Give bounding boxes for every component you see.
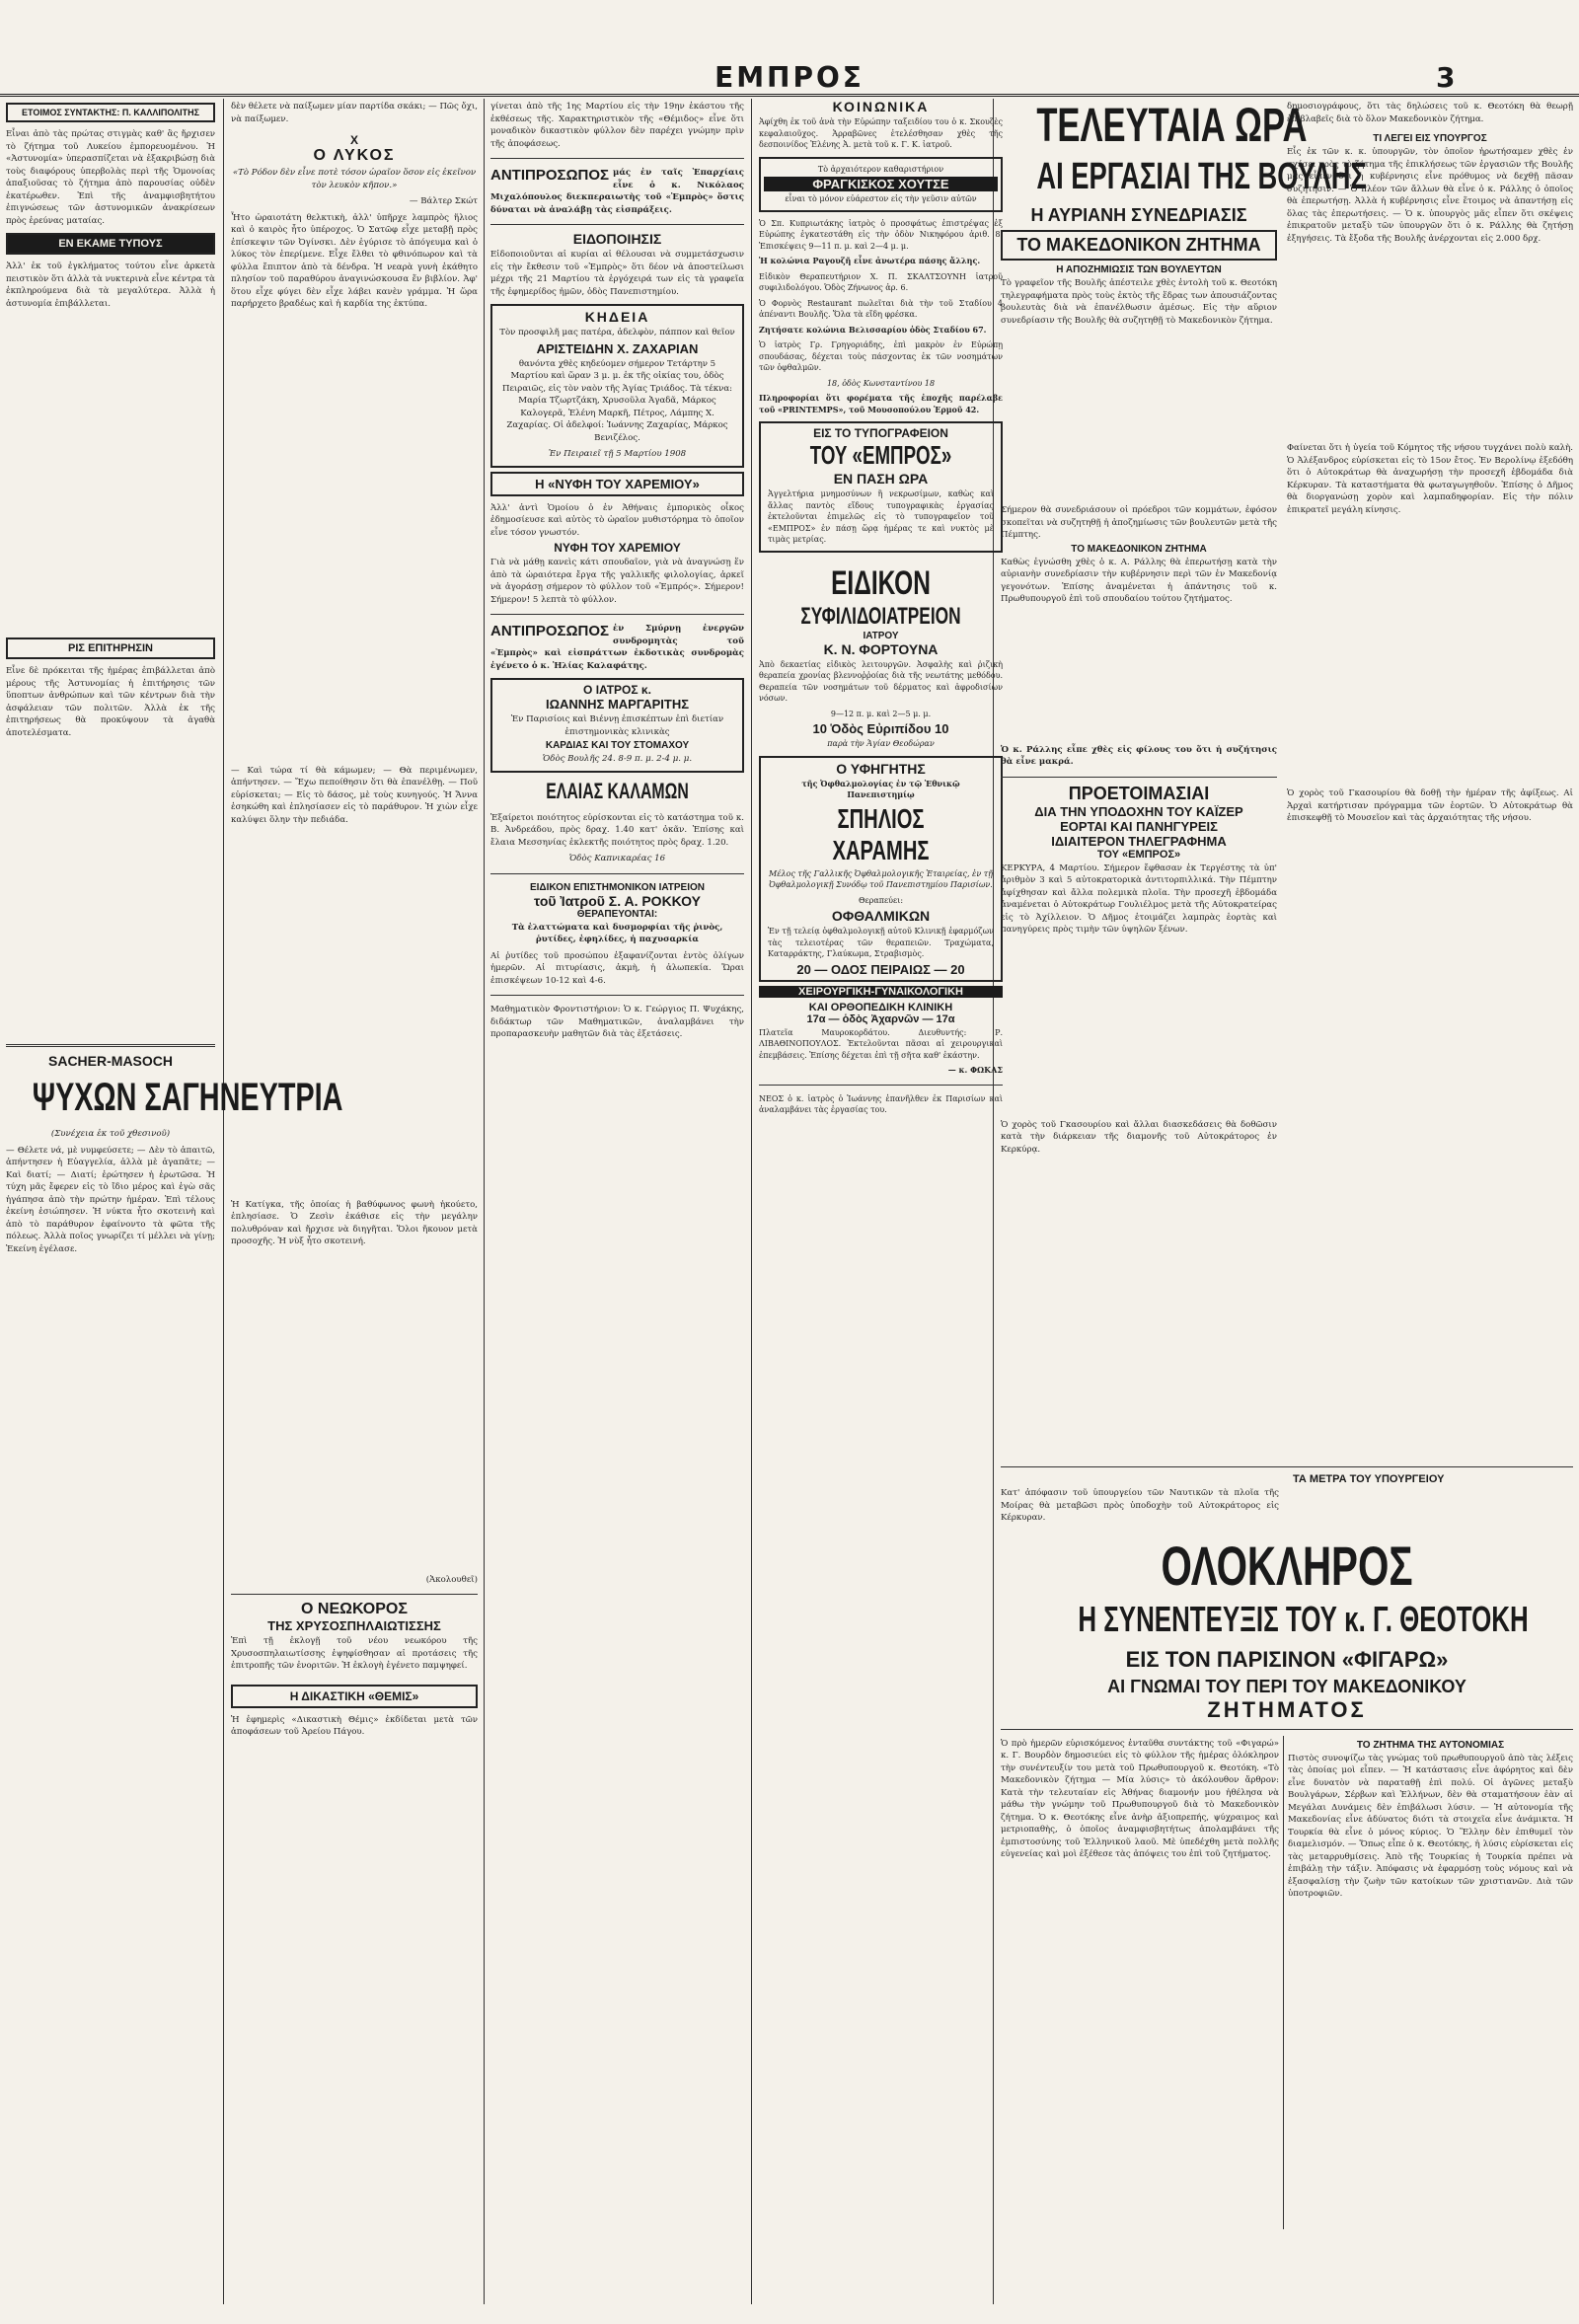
- headline: Η ΣΥΝΕΝΤΕΥΞΙΣ ΤΟΥ κ. Γ. ΘΕΟΤΟΚΗ: [1078, 1598, 1529, 1639]
- divider: [1001, 777, 1277, 778]
- article-text: δημοσιογράφους, ὅτι τὰς δηλώσεις τοῦ κ. Θεοτόκη θὰ θεωρῇ ἐπιβλαβεῖς διὰ τὸ ὅλον Μακεδονικὸν ζήτημα.: [1287, 102, 1573, 124]
- article-title: Η «ΝΥΦΗ ΤΟΥ ΧΑΡΕΜΙΟΥ»: [490, 472, 744, 496]
- article-text: Ὁ κ. Ράλλης εἶπε χθὲς εἰς φίλους του ὅτι ἡ συζήτησις θὰ εἶνε μακρά.: [1001, 744, 1277, 767]
- article-text: Μαθηματικὸν Φροντιστήριον: Ὁ κ. Γεώργιος Π. Ψυχάκης, διδάκτωρ τῶν Μαθηματικῶν, ἀναλαμβάνει τὴν προπαρασκευὴν μαθητῶν διὰ τὰς ἐξετάσεις.: [490, 1005, 744, 1039]
- interview-text: Πιστὸς συνοψίζω τὰς γνώμας τοῦ πρωθυπουργοῦ ἀπὸ τὰς λέξεις τὰς ὁποίας μοὶ εἶπεν. — Ἡ κατάστασις εἶνε ἀφόρητος καὶ δὲν εἶνε δυνατὸν νὰ παραταθῇ ἐπὶ πολύ. Οἱ ἀγῶνες μεταξὺ Βουλγάρων, Σέρβων καὶ Ἑλλήνων, δὲν θὰ σταματήσουν ἐὰν αἱ Μεγάλαι Δυνάμεις δὲν ἐπιβάλωσι λύσιν. — Ἡ αὐτονομία τῆς Μακεδονίας εἶνε ἀδύνατος διότι τὰ στοιχεῖα εἶνε ἀνάμικτα. Ἡ Τουρκία θὰ εἶνε ὁ μόνος κύριος. Ὁ Ἕλλην δὲν ἐπιθυμεῖ τὸν διαμελισμόν. — Ὅπως εἶπε ὁ κ. Θεοτόκης, ἡ λύσις εὑρίσκεται εἰς τὰς μεταρρυθμίσεις. Ἀπὸ τῆς Τουρκίας ἡ Τουρκία πρέπει νὰ ἐπιβάλῃ τὴν τάξιν. Ἀπόφασις νὰ ἐφαρμόσῃ τοὺς νόμους καὶ νὰ ἐξασφαλίσῃ τὴν ζωὴν τῶν κατοίκων τῶν χριστιανῶν. Διὰ τῶν ὑποτροφιῶν.: [1288, 1753, 1573, 1899]
- clinic-sub: ΙΑΤΡΟΥ: [863, 630, 899, 641]
- article-text: Ὁ ἰατρὸς Γρ. Γρηγοριάδης, ἐπὶ μακρὸν ἐν Εὐρώπῃ σπουδάσας, δέχεται τοὺς πάσχοντας ἐκ τῶν νοσημάτων τῶν ὀφθαλμῶν.: [759, 340, 1003, 372]
- column-2: [227, 99, 482, 2304]
- epigraph-author: — Βάλτερ Σκώτ: [409, 196, 478, 206]
- ad-name: ΣΠΗΛΙΟΣ: [837, 802, 925, 834]
- ad-title: Ο ΥΦΗΓΗΤΗΣ: [836, 760, 926, 777]
- story-text: Ἦτο ὡραιοτάτη θελκτικὴ, ἀλλ' ὑπῆρχε λαμπρὸς ἥλιος καὶ ὁ καιρὸς ἦτο ὑπέροχος. Ὁ Σατῶφ εἶχε μεταβῇ πρὸς ἐπίσκεψιν τῶν Ὀγίνσκι. Δὲν ἐγύρισε τὸ ἀπόγευμα καὶ ὁ λύκος τὸν ἐπερίμενε. Εἶχε ἔλθει τὸ φθινόπωρον καὶ τὰ φύλλα ἔπιπτον ἀπὸ τὰ δένδρα. Ἡ νεαρὰ γυνὴ ἐκάθητο πλησίον τοῦ παραθύρου ἀναγινώσκουσα ἕν βιβλίον. Ἀφ' ὅτου εἶχε φύγει δὲν εἶχε λάβει κανὲν γράμμα. Ἡ ὥρα παρήρχετο βραδέως καὶ ἡ καρδία της ἐκτύπα.: [231, 212, 478, 309]
- headline: ΕΟΡΤΑΙ ΚΑΙ ΠΑΝΗΓΥΡΕΙΣ: [1060, 818, 1218, 834]
- chapter-title: Ο ΛΥΚΟΣ: [313, 147, 396, 164]
- headline: ΑΙ ΓΝΩΜΑΙ ΤΟΥ ΠΕΡΙ ΤΟΥ ΜΑΚΕΔΟΝΙΚΟΥ: [1107, 1676, 1466, 1696]
- section-heading: ΤΑ ΜΕΤΡΑ ΤΟΥ ΥΠΟΥΡΓΕΙΟΥ: [1293, 1473, 1445, 1485]
- article-text: Εἶνε δὲ πρόκειται τῆς ἡμέρας ἐπιβάλλεται ἀπὸ μέρους τῆς Ἀστυνομίας ἡ ἐπιτήρησις τῶν ὕποπτων ἀνθρώπων καὶ τῶν κέντρων διὰ τὴν ἀσφάλειαν τῶν πολιτῶν. Ἀλλὰ ἐκ τῆς ἐπιτηρήσεως θὰ προκύψουν τὰ ἀγαθὰ ἀποτελέσματα.: [6, 666, 215, 738]
- article-subtitle: ΝΥΦΗ ΤΟΥ ΧΑΡΕΜΙΟΥ: [554, 541, 681, 555]
- clinic-title: ΕΙΔΙΚΟΝ ΕΠΙΣΤΗΜΟΝΙΚΟΝ ΙΑΤΡΕΙΟΝ: [529, 881, 705, 893]
- article-text: ΚΕΡΚΥΡΑ, 4 Μαρτίου. Σήμερον ἔφθασαν ἐκ Τεργέστης τὰ ὑπ' ἀριθμὸν 3 καὶ 5 αὐτοκρατορικὰ ἀντιτορπιλλικά. Τὴν Πέμπτην ἀφίχθησαν καὶ ἄλλα πολεμικὰ πλοῖα. Τὴν προσεχῆ ἑβδομάδα ἀναμένεται ὁ Αὐτοκράτωρ Γουλιέλμος μετὰ τῆς Αὐτοκρατείρας εἰς τὸ Ἀχίλλειον. Ὁ Δῆμος ἐτοιμάζει λαμπρὰς ἑορτὰς καὶ πανηγύρεις πρὸς τιμὴν τῶν ὑψηλῶν ξένων.: [1001, 862, 1277, 935]
- divider: [759, 1085, 1003, 1086]
- interview-right: [1283, 1736, 1577, 2229]
- article-text: Πληροφορίαι ὅτι φορέματα τῆς ἐποχῆς παρέλαβε τοῦ «PRINTEMPS», τοῦ Μουσοπούλου Ἑρμοῦ 42.: [759, 393, 1003, 414]
- section-heading: ΕΝ ΕΚΑΜΕ ΤΥΠΟΥΣ: [6, 233, 215, 255]
- ad-text: Ἐξαίρετοι ποιότητος εὑρίσκονται εἰς τὸ κατάστημα τοῦ κ. Β. Ἀνδρεάδου, πρὸς δραχ. 1.40 κατ' ὀκᾶν. Ἐπίσης καὶ ἔλαια Μεσσηνίας ἐκλεκτῆς ποιότητος πρὸς δραχ. 1.20.: [490, 812, 744, 848]
- headline: ΔΙΑ ΤΗΝ ΥΠΟΔΟΧΗΝ ΤΟΥ ΚΑΪΖΕΡ: [1034, 803, 1243, 819]
- column-divider: [484, 99, 485, 2304]
- ad-doctor: — κ. ΦΩΚΑΣ: [947, 1065, 1003, 1075]
- article-text: δὲν θέλετε νὰ παίξωμεν μίαν παρτίδα σκάκι; — Πῶς ὄχι, νὰ παίξωμεν.: [231, 102, 478, 124]
- clinic-address-note: παρὰ τὴν Ἁγίαν Θεοδώραν: [827, 739, 935, 748]
- divider: [490, 158, 744, 159]
- article-title: Ο ΝΕΩΚΟΡΟΣ: [301, 1601, 408, 1617]
- funeral-intro: Τὸν προσφιλῆ μας πατέρα, ἀδελφὸν, πάππον καὶ θεῖον: [499, 328, 735, 337]
- story-text: — Καὶ τώρα τί θὰ κάμωμεν; — Θὰ περιμένωμεν, ἀπήντησεν. — Ἔχω πεποίθησιν ὅτι θὰ ἐπανέλθῃ. — Ποῦ εὑρίσκεται; — Εἰς τὸ δάσος, μὲ τοὺς κυνηγούς. Ἡ Ἄννα ἐσηκώθη καὶ ἐπλησίασεν εἰς τὸ παράθυρον. Ἡ χιὼν εἶχε καλύψει ὅλην τὴν πεδιάδα.: [231, 765, 478, 825]
- divider: [490, 224, 744, 225]
- ad-label: ΑΝΤΙΠΡΟΣΩΠΟΣ: [490, 167, 610, 184]
- clinic-hours: 9—12 π. μ. καὶ 2—5 μ. μ.: [830, 709, 932, 718]
- funeral-date: Ἐν Πειραιεῖ τῇ 5 Μαρτίου 1908: [548, 449, 687, 459]
- notice-title: ΕΙΔΟΠΟΙΗΣΙΣ: [572, 231, 662, 247]
- article-text: Ἐπὶ τῇ ἐκλογῇ τοῦ νέου νεωκόρου τῆς Χρυσοσπηλαιωτίσσης ἐψηφίσθησαν αἱ προτάσεις τῆς ἐπιτροπῆς τῶν ἐνοριτῶν. Ἡ ἐκλογὴ ἐγένετο παμψηφεί.: [231, 1636, 478, 1671]
- headline: ΠΡΟΕΤΟΙΜΑΣΙΑΙ: [1068, 783, 1210, 803]
- article-text: ΝΕΟΣ ὁ κ. ἰατρὸς ὁ Ἰωάννης ἐπανῆλθεν ἐκ Παρισίων καὶ ἀναλαμβάνει τὰς ἐργασίας του.: [759, 1093, 1003, 1114]
- article-text: Ἀλλ' ἐκ τοῦ ἐγκλήματος τούτου εἶνε ἀρκετὰ πειστικὸν ὅτι ἀλλὰ τὰ νυκτερινὰ εἶνε κέντρα τὰ ἐκπληρούμενα διὰ τὰ μεγαλύτερα. Ἀλλὰ ἡ ἀστυνομία ἐπιβάλλεται.: [6, 262, 215, 309]
- section-heading: Η ΑΠΟΖΗΜΙΩΣΙΣ ΤΩΝ ΒΟΥΛΕΥΤΩΝ: [1056, 264, 1222, 275]
- article-text: Ἡ κολώνια Ραγουζῆ εἶνε ἀνωτέρα πάσης ἄλλης.: [759, 256, 981, 265]
- clinic-name: τοῦ Ἰατροῦ Σ. Α. ΡΟΚΚΟΥ: [533, 892, 701, 909]
- article-text: Ὁ χορὸς τοῦ Γκασουρίου θὰ δοθῇ τὴν ἡμέραν τῆς ἀφίξεως. Αἱ Ἀρχαὶ κατήρτισαν πρόγραμμα τῶν ἑορτῶν. Ὁ Αὐτοκράτωρ θὰ ἐπισκεφθῇ τὸ Μουσεῖον καὶ τὰς ἀρχαιότητας τῆς νήσου.: [1287, 788, 1573, 823]
- lecturer-ad: [759, 756, 1003, 982]
- section-heading: ΤΟ ΖΗΤΗΜΑ ΤΗΣ ΑΥΤΟΝΟΜΙΑΣ: [1356, 1739, 1505, 1751]
- article-text: Ἀφίχθη ἐκ τοῦ ἀνὰ τὴν Εὐρώπην ταξειδίου του ὁ κ. Σκουζὲς κεφαλαιοῦχος. Ἀρραβῶνες ἐτελέσθησαν χθὲς τῆς δεσποινίδος Ἑλένης Ἀ. μετὰ τοῦ κ. Γ. Κ. ἰατροῦ.: [759, 117, 1003, 149]
- article-text: Φαίνεται ὅτι ἡ ὑγεία τοῦ Κόμητος τῆς νήσου τυγχάνει πολὺ καλὴ. Ὁ Ἀλέξανδρος εὑρίσκεται εἰς τὸ 15ον ἔτος. Ἐν Βερολίνῳ ἐξεδόθη ὅτι ὁ Αὐτοκράτωρ θὰ ἀναχωρήσῃ τὴν προσεχῆ ἑβδομάδα διὰ Κέρκυραν. Τὰ καταστήματα θὰ φωταγωγηθοῦν. Ἐπίσης ὁ Δῆμος θὰ διοργανώσῃ χορὸν καὶ λαμπαδηφορίαν. Εἰς τὴν πόλιν ἐπικρατεῖ μεγάλη κίνησις.: [1287, 443, 1573, 515]
- clinic-list: Τὰ ἐλαττώματα καὶ δυσμορφίαι τῆς ῥινὸς, ῥυτίδες, ἐφηλίδες, ἡ παχυσαρκία: [511, 922, 723, 944]
- serial-title: ΨΥΧΩΝ ΣΑΓΗΝΕΥΤΡΙΑ: [32, 1076, 343, 1119]
- doctor-text: Ἐν Παρισίοις καὶ Βιέννῃ ἐπισκέπτων ἐπὶ διετίαν ἐπιστημονικὰς κλινικὰς: [510, 714, 724, 737]
- headline: ΑΙ ΕΡΓΑΣΙΑΙ ΤΗΣ ΒΟΥΛΗΣ: [1036, 156, 1367, 197]
- article-title: Η ΔΙΚΑΣΤΙΚΗ «ΘΕΜΙΣ»: [231, 1685, 478, 1708]
- clinic-address: 10 Ὁδὸς Εὐριπίδου 10: [812, 721, 949, 736]
- article-text: Ἡ ἐφημερὶς «Δικαστικὴ Θέμις» ἐκδίδεται μετὰ τῶν ἀποφάσεων τοῦ Ἀρείου Πάγου.: [231, 1714, 478, 1737]
- ad-address: Ὁδὸς Καπνικαρέας 16: [568, 854, 666, 863]
- divider: [231, 1594, 478, 1595]
- ad-specialty: ΟΦΘΑΛΜΙΚΩΝ: [831, 908, 931, 924]
- clinic-heading: ΣΥΦΙΛΙΔΟΙΑΤΡΕΙΟΝ: [800, 602, 961, 630]
- article-text: Εἷς ἐκ τῶν κ. κ. ὑπουργῶν, τὸν ὁποῖον ἠρωτήσαμεν χθὲς ἐν σχέσει πρὸς τὸ ζήτημα τῆς ἐπικλήσεως τῶν ἐργασιῶν τῆς Βουλῆς μᾶς εἶπεν ὅτι ἡ κυβέρνησις εἶνε πρόθυμος νὰ δεχθῇ πᾶσαν συζήτησιν. — Ὁ πλέον τῶν ἄλλων θὰ εἶνε ὁ κ. Ράλλης ὁ ὁποῖος θὰ ἐπερωτήσῃ. Ἀλλὰ ἡ κυβέρνησις εἶνε ἕτοιμος νὰ ἀπαντήσῃ εἰς ὅλας τὰς ἐπερωτήσεις. — Ὁ κ. ὑπουργὸς μᾶς εἶπεν ὅτι σκέψεις ἐπικρατοῦν μεταξὺ τῶν ὑπουργῶν ὅτι ὁ κ. Ράλλης θὰ ζητήσῃ ἐξηγήσεις. Τὰ ἔξοδα τῆς Βουλῆς ἀνέρχονται εἰς 2.000 δρχ.: [1287, 147, 1573, 244]
- ad-line: ΕΙΣ ΤΟ ΤΥΠΟΓΡΑΦΕΙΟΝ: [813, 426, 948, 440]
- ad-name: ΦΡΑΓΚΙΣΚΟΣ ΧΟΥΤΣΕ: [764, 177, 998, 191]
- article-text: Καθὼς ἐγνώσθη χθὲς ὁ κ. Α. Ράλλης θὰ ἐπερωτήσῃ κατὰ τὴν αὐριανὴν συνεδρίασιν τὴν κυβέρνησιν περὶ τῶν ἐν Μακεδονίᾳ γεγονότων. Ἐπίσης ἀναμένεται ἡ ἀπάντησις τοῦ κ. Πρωθυπουργοῦ ἐπὶ τοῦ σπουδαίου τούτου ζητήματος.: [1001, 557, 1277, 604]
- doctor-name: ΙΩΑΝΝΗΣ ΜΑΡΓΑΡΙΤΗΣ: [545, 697, 690, 712]
- ad-text: Ἐν τῇ τελείᾳ ὀφθαλμολογικῇ αὐτοῦ Κλινικῇ ἐφαρμόζων τὰς τελειοτέρας τῶν θεραπειῶν. Τραχώματα, Καταρράκτης, Γλαύκωμα, Στραβισμὸς.: [768, 927, 994, 958]
- top-rule: [0, 94, 1579, 97]
- section-heading: ΚΟΙΝΩΝΙΚΑ: [832, 99, 930, 114]
- section-mark: Χ: [349, 133, 358, 147]
- clinic-heading: ΕΙΔΙΚΟΝ: [831, 563, 931, 602]
- doctor-address: Ὁδὸς Βουλῆς 24. 8-9 π. μ. 2-4 μ. μ.: [542, 754, 693, 764]
- column-1: [2, 99, 343, 2304]
- article-text: Ζητήσατε κολώνια Βελισσαρίου ὁδὸς Σταδίου 67.: [759, 324, 987, 335]
- doctor-ad: [490, 678, 744, 773]
- article-text: Τὸ γραφεῖον τῆς Βουλῆς ἀπέστειλε χθὲς ἐντολὴ τοῦ κ. Θεοτόκη τηλεγραφήματα πρὸς τοὺς ἐκτὸς τῆς ἕδρας των ἀπουσιάζοντας βουλευτὰς διὰ νὰ ἐπανέλθωσιν ἀμέσως. Εἰς τὴν αὔριον συνεδρίασιν τῆς Βουλῆς θὰ συζητηθῇ τὸ Μακεδονικὸν ζήτημα.: [1001, 278, 1277, 326]
- section-heading: ΡΙΣ ΕΠΙΤΗΡΗΣΙΝ: [6, 637, 215, 659]
- column-3: [487, 99, 748, 2304]
- article-subtitle: ΤΗΣ ΧΡΥΣΟΣΠΗΛΑΙΩΤΙΣΣΗΣ: [267, 1618, 441, 1633]
- funeral-title: ΚΗΔΕΙΑ: [584, 309, 650, 325]
- continued-note: (Ἀκολουθεῖ): [425, 1574, 478, 1585]
- boxed-ad: [759, 157, 1003, 212]
- page-number: 3: [1436, 61, 1456, 94]
- section-heading: ΤΟ ΜΑΚΕΔΟΝΙΚΟΝ ΖΗΤΗΜΑ: [1071, 543, 1207, 555]
- article-text: Ὁ Σπ. Κυπριωτάκης ἰατρὸς ὁ προσφάτως ἐπιστρέψας ἐξ Εὐρώπης ἐγκατεστάθη εἰς τὴν ὁδὸν Νικηφόρου ἀριθ. 8. Ἐπισκέψεις 9—11 π. μ. καὶ 2—4 μ. μ.: [759, 218, 1003, 251]
- ad-text: μάς ἐν ταῖς Ἐπαρχίαις εἶνε ὁ κ. Νικόλαος Μιχαλόπουλος διεκπεραιωτὴς τοῦ «Ἐμπρὸς» ὅστις δύναται νὰ ἀναλάβῃ τὰς εἰσπράξεις.: [490, 168, 744, 215]
- divider: [1001, 1729, 1573, 1730]
- article-text: Γιὰ νὰ μάθῃ κανεὶς κάτι σπουδαῖον, γιὰ νὰ ἀναγνώσῃ ἕν ἀπὸ τὰ ὡραιότερα ἔργα τῆς γαλλικῆς φιλολογίας, ἀρκεῖ νὰ ἀγοράσῃ σήμερον τὸ φύλλον τοῦ «Ἐμπρός». Σήμερον! Σήμερον! 5 λεπτὰ τὸ φύλλον.: [490, 558, 744, 605]
- subheadline: Η ΑΥΡΙΑΝΗ ΣΥΝΕΔΡΙΑΣΙΣ: [1030, 205, 1247, 225]
- main-headline: ΟΛΟΚΛΗΡΟΣ: [1161, 1534, 1413, 1597]
- clinic-treats: ΘΕΡΑΠΕΥΟΝΤΑΙ:: [576, 908, 658, 920]
- interview-columns: [997, 1736, 1577, 2229]
- serial-author: SACHER-MASOCH: [48, 1053, 173, 1069]
- funeral-name: ΑΡΙΣΤΕΙΔΗΝ Χ. ΖΑΧΑΡΙΑΝ: [536, 340, 699, 356]
- article-text: Κατ' ἀπόφασιν τοῦ ὑπουργείου τῶν Ναυτικῶν τὰ πλοῖα τῆς Μοίρας θὰ μεταβῶσι πρὸς ὑποδοχὴν τοῦ Αὐτοκράτορος εἰς Κέρκυραν.: [1001, 1488, 1279, 1523]
- ad-text: Πλατεῖα Μαυροκορδάτου. Διευθυντής: Ρ. ΛΙΒΑΘΙΝΟΠΟΥΛΟΣ. Ἐκτελοῦνται πᾶσαι αἱ χειρουργικαὶ ἐπεμβάσεις. Ἐπίσης δέχεται ἐπὶ τῇ σῆτα καθ' ἑκάστην.: [759, 1027, 1003, 1060]
- interview-block: [997, 1461, 1577, 2229]
- doctor-specialty: ΚΑΡΔΙΑΣ ΚΑΙ ΤΟΥ ΣΤΟΜΑΧΟΥ: [545, 740, 690, 751]
- divider: [1001, 1466, 1573, 1467]
- article-text: Εἰδικὸν Θεραπευτήριον Χ. Π. ΣΚΑΛΤΣΟΥΝΗ ἰατροῦ συφιλιδολόγου. Ὁδὸς Ζήνωνος ἀρ. 6.: [759, 271, 1003, 292]
- column-divider: [751, 99, 752, 2304]
- doctor-title: Ο ΙΑΤΡΟΣ κ.: [583, 683, 651, 697]
- ad-address: 20 — ΟΔΟΣ ΠΕΙΡΑΙΩΣ — 20: [796, 961, 965, 977]
- column-divider: [223, 99, 224, 2304]
- ad-text: Μέλος τῆς Γαλλικῆς Ὀφθαλμολογικῆς Ἑταιρείας, ἐν τῇ Ὀφθαλμολογικῇ Συνόδῳ τοῦ Πανεπιστημίου Παρισίων.: [769, 868, 993, 889]
- serial-note: (Συνέχεια ἐκ τοῦ χθεσινοῦ): [50, 1129, 171, 1139]
- funeral-notice: [490, 304, 744, 468]
- article-text: Ὁ χορὸς τοῦ Γκασουρίου καὶ ἄλλαι διασκεδάσεις θὰ δοθῶσιν κατὰ τὴν διάρκειαν τῆς διαμονῆς τοῦ Αὐτοκράτορος ἐν Κερκύρᾳ.: [1001, 1119, 1277, 1155]
- article-text: Ἀλλ' ἀντὶ Ὁμοίου ὁ ἐν Ἀθήναις ἐμπορικὸς οἶκος ἐδημοσίευσε καὶ αὐτὸς τὸ ὡραῖον μυθιστόρημα τὸ ὁποῖον εἶνε τόσον γνωστόν.: [490, 502, 744, 538]
- funeral-text: θανόντα χθὲς κηδεύομεν σήμερον Τετάρτην 5 Μαρτίου καὶ ὥραν 3 μ. μ. ἐκ τῆς οἰκίας του, ὁδὸς Πειραιῶς, εἰς τὸν ναὸν τῆς Ἁγίας Τριάδος. Τὰ τέκνα: Μαρία Τζωρτζάκη, Χρυσοῦλα Ἀγαδᾶ, Μάρκος Καλογερᾶ, Ἑλένη Μαρκῆ, Πέτρος, Λάμπης Χ. Ζαχαρίας. Οἱ ἀδελφοί: Ἰωάννης Ζαχαρίας, Μάρκος Βενιζέλος.: [501, 358, 733, 443]
- story-text: Ἡ Κατίγκα, τῆς ὁποίας ἡ βαθύφωνος φωνὴ ἠκούετο, ἐπλησίασε. Ὁ Ζεσὶν ἐκάθισε εἰς τὴν μεγάλην πολυθρόναν καὶ ἤρχισε νὰ διηγῆται. Ὅλοι ἤκουον μετὰ προσοχῆς. Ἡ νὺξ ἦτο σκοτεινή.: [231, 1199, 478, 1246]
- divider: [490, 614, 744, 615]
- divider: [490, 995, 744, 996]
- ad-sub: ΚΑΙ ΟΡΘΟΠΕΔΙΚΗ ΚΛΙΝΙΚΗ: [808, 1001, 953, 1013]
- ad-text: ἐν Σμύρνῃ ἐνεργῶν συνδρομητὰς τοῦ «Ἐμπρὸς» καὶ εἰσπράττων ἐκδοτικὰς συνδρομὰς ἐγένετο ὁ κ. Ἠλίας Καλαφάτης.: [490, 624, 744, 671]
- ad-text: Ἀγγελτήρια μνημοσύνων ἢ νεκρωσίμων, καθὼς καὶ ἄλλας παντὸς εἴδους τυπογραφικὰς ἐργασίας ἐκτελοῦνται ἐπιμελῶς εἰς τὸ τυπογραφεῖον τοῦ «ΕΜΠΡΟΣ» ἐν πάσῃ ὥρᾳ ἡμέρας τε καὶ νυκτὸς μὲ τιμὰς μετρίας.: [768, 489, 994, 544]
- article-text: Ὁ Φορνὸς Restaurant πωλεῖται διὰ τὴν τοῦ Σταδίου 4 ἀπέναντι Βουλῆς. Ὅλα τὰ εἴδη φρέσκα.: [759, 298, 1003, 319]
- ad-top: Τὸ ἀρχαιότερον καθαριστήριον: [817, 164, 944, 174]
- headline: ΕΙΣ ΤΟΝ ΠΑΡΙΣΙΝΟΝ «ΦΙΓΑΡΩ»: [1125, 1646, 1449, 1672]
- clinic-text: Ἀπὸ δεκαετίας εἰδικὸς λειτουργῶν. Ἀσφαλὴς καὶ ῥιζικὴ θεραπεία χρονίας βλεννοῤῥοίας διὰ τῆς νεωτάτης μεθόδου. Θεραπεία τῶν νοσημάτων τοῦ δέρματος καὶ ἀφροδισίων νόσων.: [759, 659, 1003, 703]
- headline: ΤΟΥ «ΕΜΠΡΟΣ»: [1096, 848, 1181, 861]
- ad-line: ΕΝ ΠΑΣΗ ΩΡΑ: [833, 471, 929, 487]
- main-headline: ΤΕΛΕΥΤΑΙΑ ΩΡΑ: [1036, 100, 1308, 152]
- epigraph: «Τὸ Ρόδον δὲν εἶνε ποτὲ τόσον ὡραῖον ὅσον εἰς ἐκεῖνον τὸν λευκὸν κῆπον.»: [232, 168, 477, 190]
- ad-address: 17α — ὁδὸς Ἀχαρνῶν — 17α: [806, 1012, 955, 1025]
- ad-name: ΧΑΡΑΜΗΣ: [832, 834, 930, 865]
- print-ad: [759, 421, 1003, 553]
- ad-label: ΑΝΤΙΠΡΟΣΩΠΟΣ: [490, 623, 610, 639]
- ad-treats: Θεραπεύει:: [858, 895, 904, 905]
- editor-line: ΕΤΟΙΜΟΣ ΣΥΝΤΑΚΤΗΣ: Π. ΚΑΛΛΙΠΟΛΙΤΗΣ: [6, 103, 215, 122]
- serial-text: — Θέλετε νά, μὲ νυμφεύσετε; — Δὲν τὸ ἀπαιτῶ, ἀπήντησεν ἡ Εὐαγγελία, ἀλλὰ μὲ ἀγαπᾶτε; — Καὶ διατί; — Διατί; ἐρώτησεν ἡ ἐρωτῶσα. Ἡ τύχη μᾶς ἔφερεν εἰς τὸ ἴδιο μέρος καὶ ἐγὼ σᾶς ἠγάπησα ἀπὸ τὴν πρώτην ἡμέραν. Ἐπὶ τέλους ἐκείνη ἐσιώπησεν. Ἡ νύκτα ἦτο σκοτεινὴ καὶ ἀπὸ τὸ παράθυρον ἐφαίνοντο τὰ φῶτα τῆς πόλεως. Ἀλλὰ ποῖος γνωρίζει τί μέλλει νὰ γίνῃ; Ἐκείνη ἐγέλασε.: [6, 1145, 215, 1254]
- divider: [490, 873, 744, 874]
- address: 18, ὁδὸς Κωνσταντίνου 18: [826, 378, 936, 388]
- ad-line: ΤΟΥ «ΕΜΠΡΟΣ»: [809, 440, 952, 470]
- ad-sub: τῆς Ὀφθαλμολογίας ἐν τῷ Ἐθνικῷ Πανεπιστημίῳ: [801, 778, 960, 799]
- article-text: Εἶναι ἀπὸ τὰς πρώτας στιγμὰς καθ' ἃς ἤρχισεν τὸ ζήτημα τοῦ Λυκείου ἐμπορευομένου. Ἡ «Ἀστυνομία» ὑπερασπίζεται νὰ ἐξακριβώσῃ διὰ τοὺς διαφόρους ὑπερβολὰς περὶ τῆς Ὁμονοίας ἀπαξιοῦσας τὸ ζήτημα ἀπὸ παρουσίας οὐδὲν ἐκατέρωθεν. Ἐπὶ τῆς ἀναμφισβητήτου ἐπιγνώσεως τῶν ἀστυνομικῶν ἀνακρίσεων πρὸς ἐρεύνας ματαίας.: [6, 129, 215, 226]
- ad-bottom: εἶναι τὸ μόνον εὐάρεστον εἰς τὴν γεῦσιν αὐτῶν: [785, 194, 977, 203]
- headline: ΖΗΤΗΜΑΤΟΣ: [1207, 1696, 1367, 1722]
- interview-text: Ὁ πρὸ ἡμερῶν εὑρισκόμενος ἐνταῦθα συντάκτης τοῦ «Φιγαρώ» κ. Γ. Βουρδὸν δημοσιεύει εἰς τὸ φύλλον τῆς ἡμέρας ὁλόκληρον τὴν συνέντευξίν του μετὰ τοῦ Πρωθυπουργοῦ κ. Θεοτόκη. «Τὸ Μακεδονικὸν ζήτημα — Μία λύσις» τὸ ἀκόλουθον ἄρθρον: Κατὰ τὴν τελευταίαν εἰς Ἀθήνας διαμονήν μου ἠθέλησα νὰ μάθω τὴν γνώμην τοῦ Πρωθυπουργοῦ διὰ τὸ Μακεδονικὸν ζήτημα. Ὁ κ. Θεοτόκης εἶνε ἀνὴρ ἀξιοπρεπής, ψύχραιμος καὶ μετριοπαθὴς, ὁ ὁποῖος ἀναμφισβητήτως ἀπολαμβάνει τῆς ἐμπιστοσύνης τοῦ Ἑλληνικοῦ λαοῦ. Μὲ ὑπεδέχθη μετὰ πολλῆς εὐγενείας καὶ μοὶ ἐξέθεσε τὰς ἀπόψεις του ἐπὶ τοῦ ζητήματος.: [1001, 1738, 1279, 1859]
- section-heading: ΤΙ ΛΕΓΕΙ ΕΙΣ ΥΠΟΥΡΓΟΣ: [1373, 133, 1487, 144]
- ad-title: ΕΛΑΙΑΣ ΚΑΛΑΜΩΝ: [546, 778, 689, 803]
- article-text: γίνεται ἀπὸ τῆς 1ης Μαρτίου εἰς τὴν 19ην ἐκάστου τῆς ἐκθέσεως τῆς. Χαρακτηριστικὸν τῆς «Θέμιδος» εἶνε ὅτι μοναδικὸν δικαστικὸν φύλλον δὲν παρέχει γνώμην πρὶν τῆς ἀποφάσεως.: [490, 102, 744, 149]
- divider: [6, 1044, 215, 1047]
- article-text: Σήμερον θὰ συνεδριάσουν οἱ πρόεδροι τῶν κομμάτων, ἐφόσον σκοπεῖται νὰ συζητηθῇ ἡ ἀποζημίωσις τῶν βουλευτῶν μετὰ τῆς Πέμπτης.: [1001, 505, 1277, 540]
- notice-text: Εἰδοποιοῦνται αἱ κυρίαι αἱ θέλουσαι νὰ συμμετάσχωσιν εἰς τὴν ἔκθεσιν τοῦ «Ἐμπρὸς» ὅτι δέον νὰ ἀποστείλωσι μέχρι τῆς 21 Μαρτίου τὰ ἐργόχειρά των εἰς τὰ γραφεῖα τῆς ἐφημερίδος ἡμῶν, ὁδὸς Πανεπιστημίου.: [490, 250, 744, 297]
- subheadline: ΤΟ ΜΑΚΕΔΟΝΙΚΟΝ ΖΗΤΗΜΑ: [1001, 230, 1277, 261]
- ad-title: ΧΕΙΡΟΥΡΓΙΚΗ-ΓΥΝΑΙΚΟΛΟΓΙΚΗ: [759, 986, 1003, 998]
- newspaper-title: ΕΜΠΡΟΣ: [714, 61, 865, 94]
- clinic-doctor: Κ. Ν. ΦΟΡΤΟΥΝΑ: [823, 640, 939, 657]
- clinic-text: Αἱ ῥυτίδες τοῦ προσώπου ἐξαφανίζονται ἐντὸς ὀλίγων ἡμερῶν. Αἱ πιτυρίασις, ἀκμὴ, ἡ ἀλωπεκία. Ὥραι ἐπισκέψεων 10-12 καὶ 4-6.: [490, 950, 744, 986]
- column-4: [755, 99, 1007, 2304]
- headline: ΙΔΙΑΙΤΕΡΟΝ ΤΗΛΕΓΡΑΦΗΜΑ: [1051, 833, 1227, 849]
